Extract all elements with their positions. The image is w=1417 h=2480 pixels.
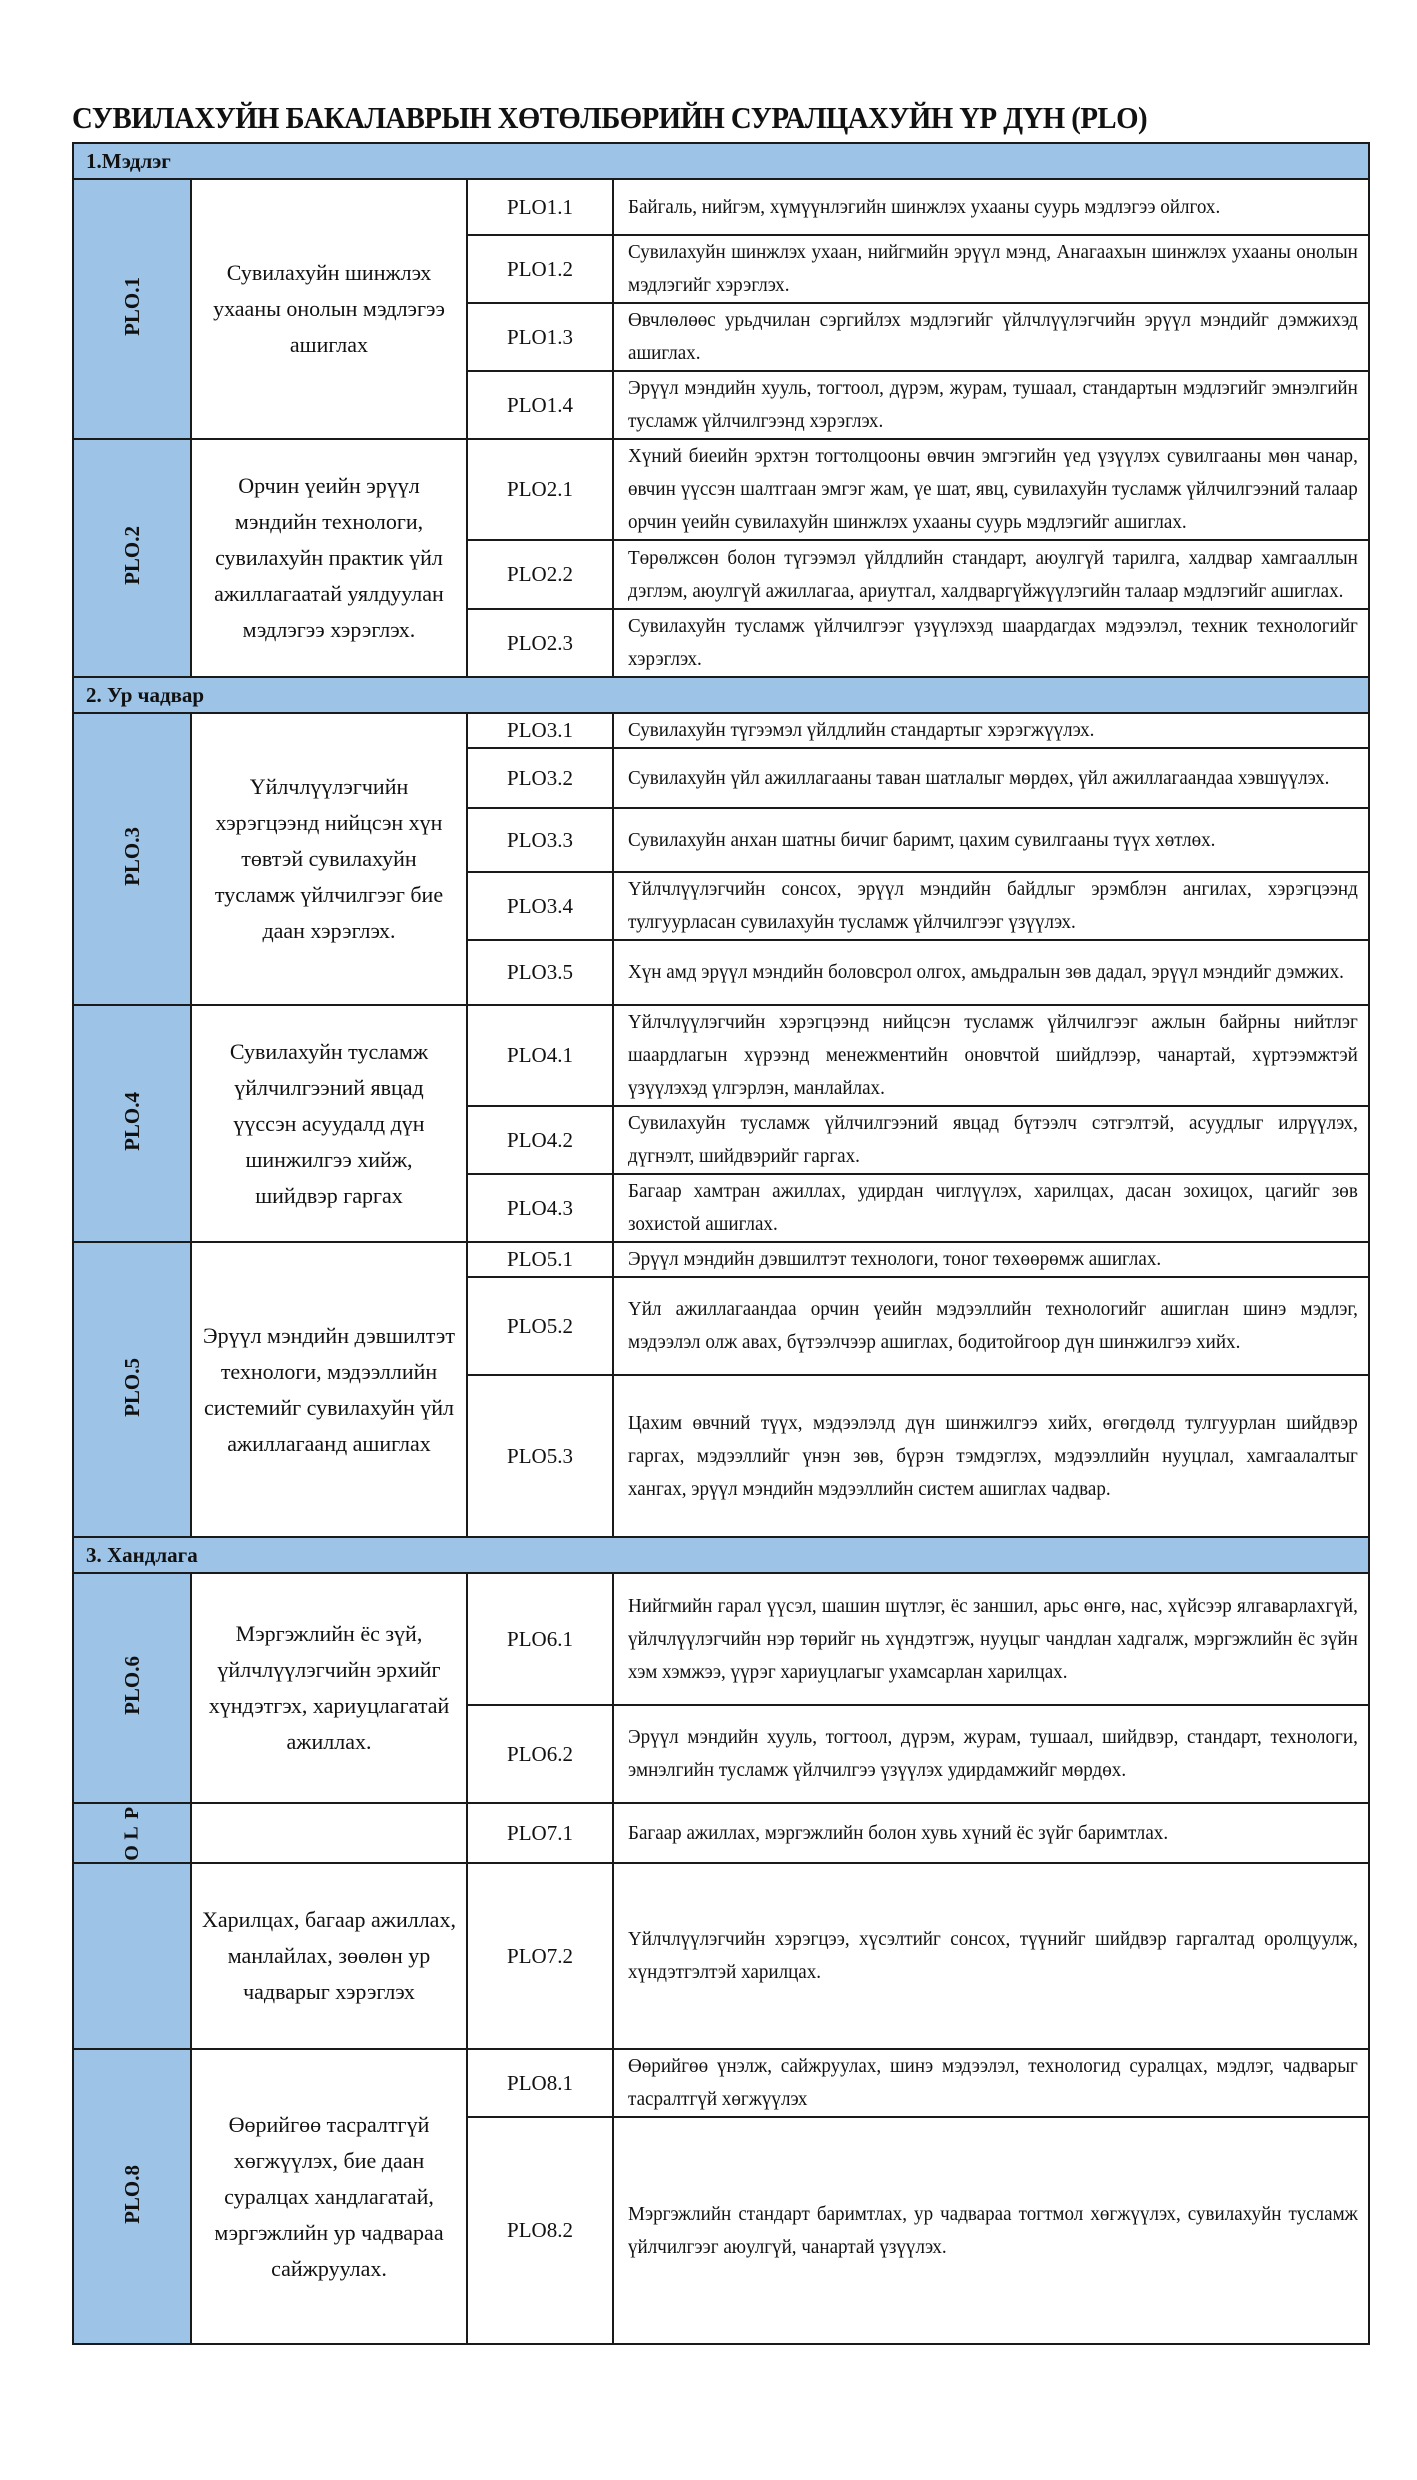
outcome-code: PLO3.3 (467, 808, 613, 872)
outcome-description (613, 609, 1369, 677)
outcome-description (613, 748, 1369, 808)
outcome-code: PLO8.2 (467, 2117, 613, 2344)
outcome-description (613, 235, 1369, 303)
plo-goal: Мэргэжлийн ёс зүй, үйлчлүүлэгчийн эрхийг хүндэтгэх, хариуцлагатай ажиллах. (191, 1573, 467, 1803)
plo-id-letter: L (121, 1826, 143, 1840)
outcome-description-text: Сувилахуйн анхан шатны бичиг баримт, цахим сувилгааны түүх хөтлөх. (628, 828, 1216, 851)
outcome-description-text: Өвчлөлөөс урьдчилан сэргийлэх мэдлэгийг үйлчлүүлэгчийн эрүүл мэндийг дэмжихэд ашиглах. (628, 309, 1358, 364)
plo-group-id (73, 1573, 191, 1803)
outcome-code: PLO1.2 (467, 235, 613, 303)
outcome-description-text: Эрүүл мэндийн хууль, тогтоол, дүрэм, журам, тушаал, стандартын мэдлэгийг эмнэлгийн тусламж үйлчилгээнд хэрэглэх. (628, 377, 1358, 432)
outcome-code: PLO5.2 (467, 1277, 613, 1375)
outcome-row (73, 1863, 1369, 2049)
outcome-row (73, 1005, 1369, 1106)
outcome-row (73, 1803, 1369, 1863)
outcome-description (613, 872, 1369, 940)
outcome-description-text: Байгаль, нийгэм, хүмүүнлэгийн шинжлэх ухааны суурь мэдлэгээ ойлгох. (628, 195, 1221, 218)
outcome-description-text: Багаар хамтран ажиллах, удирдан чиглүүлэх, харилцах, дасан зохицох, цагийг зөв зохистой ашиглах. (628, 1180, 1358, 1235)
outcome-code: PLO4.3 (467, 1174, 613, 1242)
outcome-description (613, 439, 1369, 540)
outcome-code: PLO3.5 (467, 940, 613, 1005)
section-heading: 3. Хандлага (73, 1537, 1369, 1573)
outcome-description (613, 1375, 1369, 1537)
outcome-description-text: Мэргэжлийн стандарт баримтлах, ур чадвараа тогтмол хөгжүүлэх, сувилахуйн тусламж үйлчилгээг аюулгүй, чанартай үзүүлэх. (628, 2202, 1358, 2258)
plo-group-id (73, 713, 191, 1005)
plo-id-letter: O (121, 1845, 143, 1861)
plo-group-id (73, 179, 191, 439)
outcome-description-text: Сувилахуйн шинжлэх ухаан, нийгмийн эрүүл мэнд, Анагаахын шинжлэх ухааны онолын мэдлэгийг хэрэглэх. (628, 241, 1358, 296)
outcome-row (73, 2049, 1369, 2117)
outcome-description-text: Хүн амд эрүүл мэндийн боловсрол олгох, амьдралын зөв дадал, эрүүл мэндийг дэмжих. (628, 961, 1344, 983)
outcome-description (613, 179, 1369, 235)
section-heading: 1.Мэдлэг (73, 143, 1369, 179)
plo-id-label: PLO.6 (119, 1656, 144, 1715)
outcome-code: PLO2.1 (467, 439, 613, 540)
outcome-description (613, 303, 1369, 371)
outcome-code: PLO4.1 (467, 1005, 613, 1106)
plo-id-label: PLO.5 (119, 1357, 144, 1417)
outcome-description-text: Эрүүл мэндийн хууль, тогтоол, дүрэм, журам, тушаал, шийдвэр, стандарт, технологи, эмнэлгийн тусламж үйлчилгээ үзүүлэх удирдамжийг мөрдөх. (628, 1726, 1358, 1781)
section-heading: 2. Ур чадвар (73, 677, 1369, 713)
outcome-description-text: Сувилахуйн тусламж үйлчилгээний явцад бүтээлч сэтгэлтэй, асуудлыг илрүүлэх, дүгнэлт, шийдвэрийг гаргах. (628, 1112, 1358, 1167)
outcome-description-text: Өөрийгөө үнэлж, сайжруулах, шинэ мэдээлэл, технологид суралцах, мэдлэг, чадварыг тасралтгүй хөгжүүлэх (628, 2055, 1358, 2110)
plo-goal: Харилцах, багаар ажиллах, манлайлах, зөөлөн ур чадварыг хэрэглэх (191, 1863, 467, 2049)
outcome-row (73, 439, 1369, 540)
outcome-code: PLO3.2 (467, 748, 613, 808)
plo-group-id (73, 2049, 191, 2344)
plo-goal: Эрүүл мэндийн дэвшилтэт технологи, мэдээллийн системийг сувилахуйн үйл ажиллагаанд ашиглах (191, 1242, 467, 1537)
outcome-code: PLO1.3 (467, 303, 613, 371)
outcome-row (73, 1242, 1369, 1277)
outcome-code: PLO7.1 (467, 1803, 613, 1863)
plo-table (72, 142, 1370, 2345)
outcome-description (613, 2049, 1369, 2117)
document-title: СУВИЛАХУЙН БАКАЛАВРЫН ХӨТӨЛБӨРИЙН СУРАЛЦАХУЙН ҮР ДҮН (PLO) (72, 100, 1147, 135)
outcome-description-text: Үйл ажиллагаандаа орчин үеийн мэдээллийн технологийг ашиглан шинэ мэдлэг, мэдээлэл олж авах, бүтээлчээр ашиглах, бодитойгоор дүн шинжилгээ хийх. (628, 1298, 1358, 1353)
outcome-description-text: Хүний биеийн эрхтэн тогтолцооны өвчин эмгэгийн үед үзүүлэх сувилгааны мөн чанар, өвчин үүссэн шалтгаан эмгэг жам, үе шат, явц, сувилахуйн тусламж үйлчилгээний талаар орчин үеийн сувилахуйн шинжлэх ухааны суурь мэдлэгийг ашиглах. (628, 445, 1358, 533)
outcome-description (613, 1863, 1369, 2049)
outcome-description (613, 1106, 1369, 1174)
outcome-description (613, 540, 1369, 609)
outcome-row (73, 179, 1369, 235)
outcome-description-text: Төрөлжсөн болон түгээмэл үйлдлийн стандарт, аюулгүй тарилга, халдвар хамгааллын дэглэм, аюулгүй ажиллагаа, ариутгал, халдваргүйжүүлэгийн талаар мэдлэгийг ашиглах. (628, 546, 1358, 602)
outcome-code: PLO1.4 (467, 371, 613, 439)
plo-id-label: PLO.4 (119, 1091, 144, 1151)
outcome-description-text: Сувилахуйн үйл ажиллагааны таван шатлалыг мөрдөх, үйл ажиллагаандаа хэвшүүлэх. (628, 766, 1330, 789)
outcome-description-text: Эрүүл мэндийн дэвшилтэт технологи, тоног төхөөрөмж ашиглах. (628, 1248, 1162, 1270)
outcome-code: PLO5.3 (467, 1375, 613, 1537)
outcome-description (613, 1242, 1369, 1277)
plo-goal: Үйлчлүүлэгчийн хэрэгцээнд нийцсэн хүн төвтэй сувилахуйн тусламж үйлчилгээг бие даан хэрэглэх. (191, 713, 467, 1005)
outcome-description-text: Үйлчлүүлэгчийн сонсох, эрүүл мэндийн байдлыг эрэмблэн ангилах, хэрэгцээнд тулгуурласан сувилахуйн тусламж үйлчилгээг үзүүлэх. (628, 878, 1358, 933)
plo-goal: Өөрийгөө тасралтгүй хөгжүүлэх, бие даан суралцах хандлагатай, мэргэжлийн ур чадвараа сайжруулах. (191, 2049, 467, 2344)
outcome-description (613, 1005, 1369, 1106)
outcome-description (613, 1277, 1369, 1375)
outcome-code: PLO3.4 (467, 872, 613, 940)
outcome-description-text: Нийгмийн гарал үүсэл, шашин шүтлэг, ёс заншил, арьс өнгө, нас, хүйсээр ялгаварлахгүй, үйлчлүүлэгчийн нэр төрийг нь хүндэтгэж, нууцыг чандлан хадгалж, мэргэжлийн ёс зүйн хэм хэмжээ, үүрэг хариуцлагыг ухамсарлан харилцах. (628, 1594, 1358, 1683)
outcome-description-text: Сувилахуйн түгээмэл үйлдлийн стандартыг хэрэгжүүлэх. (628, 719, 1095, 741)
plo-goal: Орчин үеийн эрүүл мэндийн технологи, сувилахуйн практик үйл ажиллагаатай уялдуулан мэдлэгээ хэрэглэх. (191, 439, 467, 677)
outcome-description (613, 1573, 1369, 1705)
outcome-code: PLO2.2 (467, 540, 613, 609)
outcome-code: PLO5.1 (467, 1242, 613, 1277)
outcome-code: PLO1.1 (467, 179, 613, 235)
outcome-description-text: Сувилахуйн тусламж үйлчилгээг үзүүлэхэд шаардагдах мэдээлэл, техник технологийг хэрэглэх. (628, 615, 1358, 670)
outcome-description (613, 371, 1369, 439)
plo-id-stacked (74, 1804, 190, 1862)
plo-goal (191, 1803, 467, 1863)
plo-group-id (73, 1863, 191, 2049)
outcome-code: PLO3.1 (467, 713, 613, 748)
outcome-description (613, 940, 1369, 1005)
outcome-description-text: Үйлчлүүлэгчийн хэрэгцээнд нийцсэн тусламж үйлчилгээг ажлын байрны нийтлэг шаардлагын хүрээнд менежментийн оновчтой шийдлээр, чанартай, хүртээмжтэй үзүүлэхэд үлгэрлэн, манлайлах. (628, 1011, 1358, 1099)
outcome-code: PLO4.2 (467, 1106, 613, 1174)
plo-goal: Сувилахуйн тусламж үйлчилгээний явцад үүссэн асуудалд дүн шинжилгээ хийж, шийдвэр гаргах (191, 1005, 467, 1242)
section-header-row (73, 143, 1369, 179)
outcome-description-text: Үйлчлүүлэгчийн хэрэгцээ, хүсэлтийг сонсох, түүнийг шийдвэр гаргалтад оролцуулж, хүндэтгэлтэй харилцах. (628, 1928, 1358, 1983)
outcome-description-text: Багаар ажиллах, мэргэжлийн болон хувь хүний ёс зүйг баримтлах. (628, 1821, 1169, 1844)
outcome-description (613, 808, 1369, 872)
plo-id-label: PLO.3 (119, 827, 144, 886)
outcome-code: PLO8.1 (467, 2049, 613, 2117)
plo-goal: Сувилахуйн шинжлэх ухааны онолын мэдлэгээ ашиглах (191, 179, 467, 439)
outcome-code: PLO6.1 (467, 1573, 613, 1705)
outcome-description (613, 2117, 1369, 2344)
plo-id-label: PLO.8 (119, 2164, 144, 2224)
outcome-code: PLO2.3 (467, 609, 613, 677)
plo-table-body (73, 143, 1369, 2344)
outcome-code: PLO6.2 (467, 1705, 613, 1803)
plo-id-letter: P (121, 1806, 143, 1820)
plo-id-label: PLO.1 (119, 277, 144, 336)
outcome-description (613, 713, 1369, 748)
outcome-description (613, 1705, 1369, 1803)
section-header-row (73, 1537, 1369, 1573)
outcome-code: PLO7.2 (467, 1863, 613, 2049)
plo-id-label: PLO.2 (119, 526, 144, 585)
plo-group-id (73, 1005, 191, 1242)
plo-group-id (73, 1803, 191, 1863)
plo-group-id (73, 439, 191, 677)
outcome-row (73, 713, 1369, 748)
outcome-description (613, 1803, 1369, 1863)
outcome-description-text: Цахим өвчний түүх, мэдээлэлд дүн шинжилгээ хийх, өгөгдөлд тулгуурлан шийдвэр гаргах, мэдээллийг үнэн зөв, бүрэн тэмдэглэх, мэдээллийн нууцлал, хамгаалалтыг хангах, эрүүл мэндийн мэдээллийн систем ашиглах чадвар. (628, 1411, 1358, 1500)
outcome-row (73, 1573, 1369, 1705)
plo-group-id (73, 1242, 191, 1537)
section-header-row (73, 677, 1369, 713)
outcome-description (613, 1174, 1369, 1242)
